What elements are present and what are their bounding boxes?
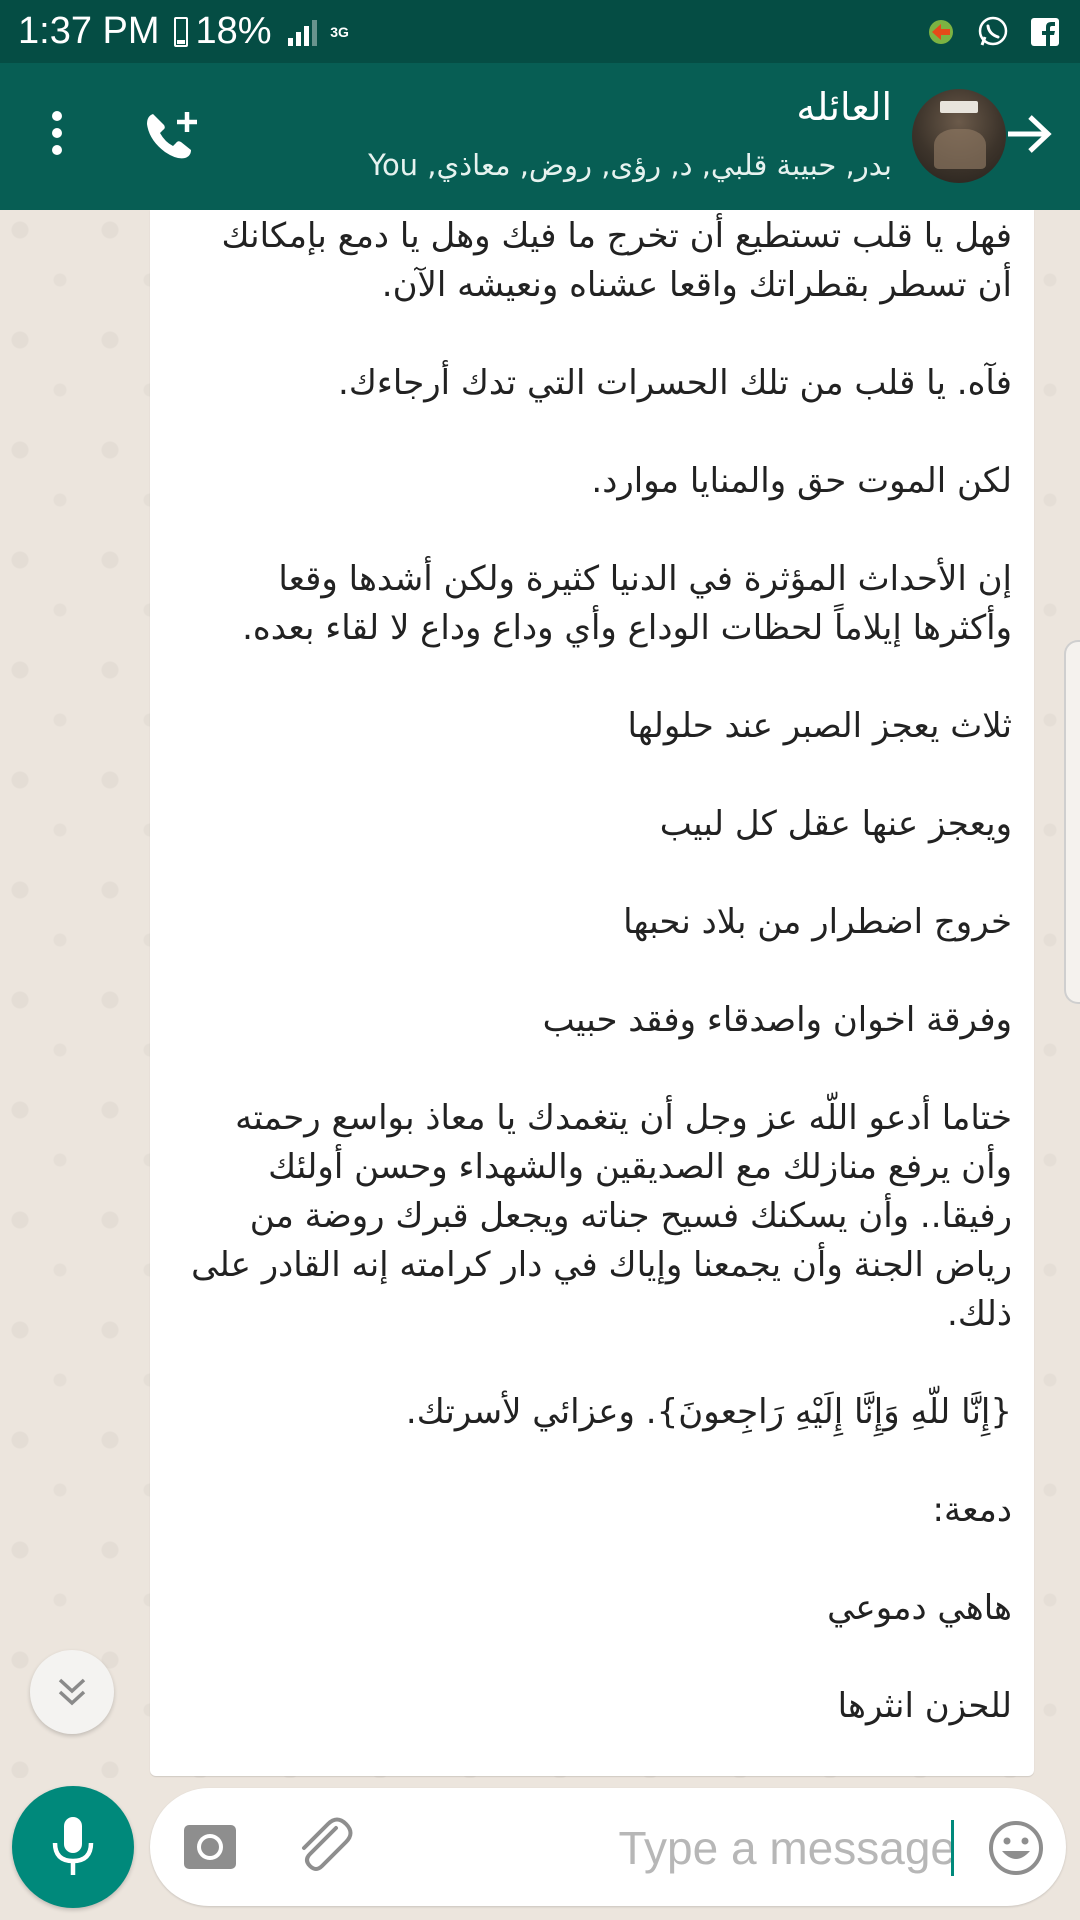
signal-icon: [288, 18, 317, 46]
message-paragraph: إن الأحداث المؤثرة في الدنيا كثيرة ولكن أشدها وقعا وأكثرها إيلاماً لحظات الوداع وأي وداع وداع لا لقاء بعده.: [242, 559, 1012, 648]
mic-icon: [47, 1815, 99, 1879]
status-time: 1:37 PM: [18, 10, 160, 52]
chat-area[interactable]: [0, 210, 1080, 1778]
status-bar: [0, 0, 1080, 63]
message-paragraph: هاهي دموعي: [827, 1588, 1012, 1628]
network-type: 3G: [330, 23, 349, 40]
scroll-down-icon[interactable]: [30, 1650, 114, 1734]
message-paragraph: خروج اضطرار من بلاد نحبها: [623, 902, 1012, 942]
message-paragraph: ويعجز عنها عقل كل لبيب: [659, 804, 1012, 844]
add-call-icon[interactable]: [138, 103, 204, 169]
arrow-back-icon[interactable]: [998, 103, 1060, 165]
message-composer: [150, 1788, 1066, 1906]
mic-button[interactable]: [12, 1786, 134, 1908]
emoji-icon[interactable]: [986, 1818, 1046, 1878]
chat-members[interactable]: بدر, حبيبة قلبي, د, رؤى, روض, معاذي, You: [368, 148, 892, 182]
chat-header: [0, 63, 1080, 210]
message-bubble[interactable]: [150, 210, 1034, 1776]
message-paragraph: ثلاث يعجز الصبر عند حلولها: [627, 706, 1012, 746]
chat-title[interactable]: العائله: [796, 85, 892, 129]
message-paragraph: {إِنَّا للّهِ وَإِنَّا إِلَيْهِ رَاجِعونَ}. وعزائي لأسرتك.: [405, 1392, 1012, 1432]
whatsapp-icon: [976, 15, 1010, 49]
message-paragraph: فآه. يا قلب من تلك الحسرات التي تدك أرجاءك.: [338, 363, 1012, 403]
battery-percent: 18%: [195, 10, 272, 52]
message-paragraph: ختاما أدعو اللّه عز وجل أن يتغمدك يا معاذ بواسع رحمته وأن يرفع منازلك مع الصديقين والشهداء وحسن أولئك رفيقا.. وأن يسكنك فسيح جناته ويجعل قبرك روضة من رياض الجنة وأن يجمعنا وإياك في دار كرامته إنه القادر على ذلك.: [191, 1098, 1012, 1334]
side-panel-handle[interactable]: [1064, 640, 1080, 1004]
camera-icon[interactable]: [180, 1817, 240, 1877]
message-paragraph: للحزن انثرها: [837, 1686, 1012, 1726]
message-paragraph: فهل يا قلب تستطيع أن تخرج ما فيك وهل يا دمع بإمكانك أن تسطر بقطراتك واقعا عشناه ونعيشه الآن.: [221, 216, 1012, 305]
message-input[interactable]: [390, 1812, 958, 1884]
message-paragraph: وفرقة اخوان واصدقاء وفقد حبيب: [542, 1000, 1012, 1040]
text-caret: [951, 1820, 954, 1876]
more-vert-icon[interactable]: [30, 103, 84, 163]
facebook-icon: [1028, 15, 1062, 49]
sync-icon: [924, 15, 958, 49]
message-text: [180, 212, 1012, 1776]
avatar[interactable]: [912, 89, 1006, 183]
message-paragraph: دمعة:: [932, 1490, 1012, 1530]
attach-icon[interactable]: [292, 1814, 358, 1880]
battery-icon: [174, 17, 188, 47]
message-paragraph: لكن الموت حق والمنايا موارد.: [591, 461, 1012, 501]
